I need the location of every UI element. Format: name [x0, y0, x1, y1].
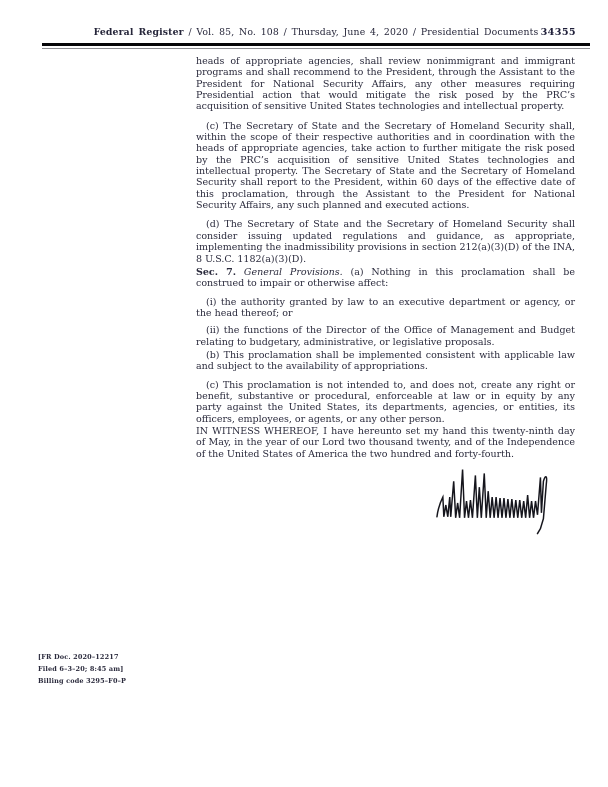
- header-rule-top: [42, 43, 590, 46]
- federal-register-title: Federal Register: [93, 27, 184, 38]
- page-number: 34355: [540, 27, 576, 38]
- section-7-heading: General Provisions.: [243, 266, 343, 278]
- billing-code: Billing code 3295–F0–P: [38, 677, 127, 686]
- section-7-label: Sec. 7.: [196, 266, 237, 278]
- signature-block: [196, 467, 571, 539]
- header-citation: [42, 27, 590, 38]
- presidential-signature: [433, 467, 571, 539]
- section-7-text: (a) Nothing in this proclamation shall be construed to impair or otherwise affect:: [196, 266, 575, 290]
- paragraph-ii-omb: (ii) the functions of the Director of the Office of Management and Budget relating to budgetary, administrative, or legislative proposals.: [196, 325, 575, 348]
- document-body: [196, 56, 575, 539]
- filed-date: Filed 6–3–20; 8:45 am]: [38, 665, 124, 674]
- page-header: [42, 27, 590, 40]
- paragraph-c-mitigation: (c) The Secretary of State and the Secretary of Homeland Security shall, within the scope of their respective authorities and in coordination with the heads of appropriate agencies, take action to further mitigate the risk posed by the PRC’s acquisition of sensitive United States technologies and intellectual property. The Secretary of State and the Secretary of Homeland Security shall report to the President, within 60 days of the effective date of this proclamation, through the Assistant to the President for National Security Affairs, any such planned and executed actions.: [196, 120, 575, 212]
- header-citation-rest: / Vol. 85, No. 108 / Thursday, June 4, 2020 / Presidential Documents: [183, 27, 539, 38]
- paragraph-c-no-rights: (c) This proclamation is not intended to, and does not, create any right or benefit, substantive or procedural, enforceable at law or in equity by any party against the United States, its departments, agencies, or entities, its officers, employees, or agents, or any other person.: [196, 379, 575, 425]
- paragraph-d-regulations: (d) The Secretary of State and the Secretary of Homeland Security shall consider issuing updated regulations and guidance, as appropriate, implementing the inadmissibility provisions in section 212(a)(3)(D) of the INA, 8 U.S.C. 1182(a)(3)(D).: [196, 219, 575, 265]
- fr-doc-number: [FR Doc. 2020–12217: [38, 653, 119, 661]
- paragraph-b-implementation: (b) This proclamation shall be implemented consistent with applicable law and subject to the availability of appropriations.: [196, 349, 575, 373]
- paragraph-continuation: heads of appropriate agencies, shall review nonimmigrant and immigrant programs and shall recommend to the President, through the Assistant to the President for National Security Affairs, any other measures requiring Presidential action that would mitigate the risk posed by the PRC’s acquisition of sensitive United States technologies and intellectual property.: [196, 56, 575, 113]
- paragraph-i-authority: (i) the authority granted by law to an executive department or agency, or the head thereof; or: [196, 296, 575, 319]
- filing-imprint: [38, 651, 126, 688]
- paragraph-in-witness: IN WITNESS WHEREOF, I have hereunto set my hand this twenty-ninth day of May, in the year of our Lord two thousand twenty, and of the Independence of the United States of America the two hundred and forty-fourth.: [196, 425, 575, 460]
- header-rule-bottom: [42, 48, 590, 50]
- paragraph-section-7: [196, 267, 575, 290]
